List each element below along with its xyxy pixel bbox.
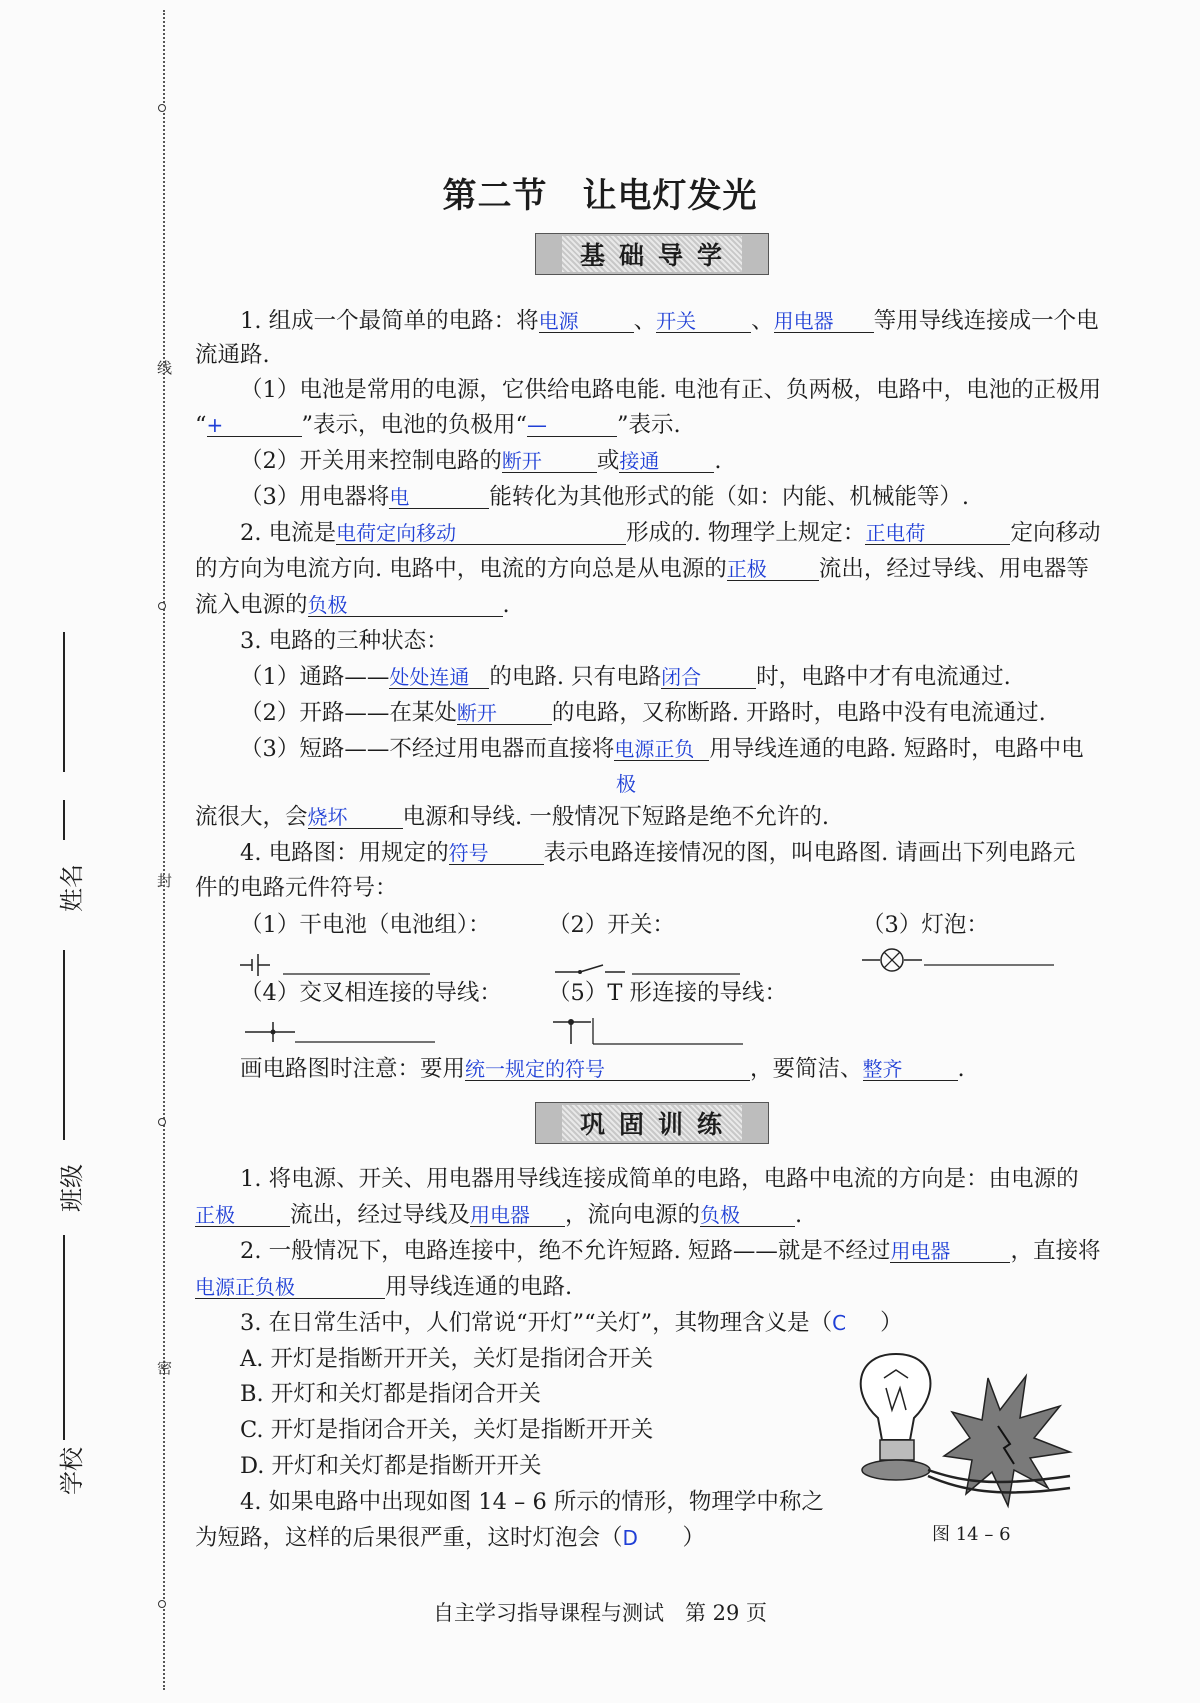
q1-p3-blank <box>389 482 489 509</box>
q1-p1-answer-minus: — <box>527 413 548 437</box>
q3-p3-blank-1 <box>614 734 709 761</box>
q2-answer-4: 负极 <box>307 593 348 617</box>
name-field-line <box>63 632 65 772</box>
page-title: 第二节 让电灯发光 <box>442 176 758 216</box>
t-wire-symbol-icon <box>553 1014 748 1046</box>
class-label: 班级 <box>58 1164 86 1212</box>
q1-answer-1: 电源 <box>538 309 579 333</box>
t2-text: 2. 一般情况下，电路连接中，绝不允许短路. 短路——就是不经过 <box>240 1238 891 1264</box>
section-header-practice <box>535 1102 769 1144</box>
q3-p3-blank-2 <box>308 802 403 829</box>
t4-text: 为短路，这样的后果很严重，这时灯泡会（ <box>195 1525 623 1551</box>
q2-line-3 <box>195 590 510 620</box>
q3-p3-answer-1: 电源正负 <box>614 737 695 761</box>
t2-line-2 <box>195 1272 572 1302</box>
q2-answer-1: 电荷定向移动 <box>336 521 457 545</box>
q3-p2-blank <box>457 698 552 725</box>
q3-p3-answer-2: 烧坏 <box>307 805 348 829</box>
name-field-line-2 <box>63 800 65 840</box>
q3-p1-blank-1 <box>389 662 489 689</box>
school-label: 学校 <box>58 1447 86 1495</box>
t1-answer-3: 负极 <box>700 1203 741 1227</box>
t4-line-1: 4. 如果电路中出现如图 14 – 6 所示的情形，物理学中称之 <box>240 1489 824 1515</box>
t3-text: 3. 在日常生活中，人们常说“开灯”“关灯”，其物理含义是（ <box>240 1310 833 1336</box>
t2-text: ，直接将 <box>1010 1238 1101 1264</box>
q2-text: . <box>502 592 510 618</box>
q2-text: 的方向为电流方向. 电路中，电流的方向总是从电源的 <box>195 556 727 582</box>
q1-p3-text: 能转化为其他形式的能（如：内能、机械能等）. <box>489 484 969 510</box>
q1-p1-text: ”表示，电池的负极用“ <box>301 412 528 438</box>
q3-p2-text: （2）开路——在某处 <box>240 700 457 726</box>
q4-answer-1: 符号 <box>448 841 489 865</box>
q1-p2-answer-2: 接通 <box>619 449 660 473</box>
t2-answer-1: 用电器 <box>890 1239 951 1263</box>
q2-blank-4 <box>308 590 503 617</box>
q4-text: 4. 电路图：用规定的 <box>240 840 449 866</box>
t3-option-d: D. 开灯和关灯都是指断开开关 <box>240 1453 542 1479</box>
binding-hole-2 <box>158 602 166 610</box>
q1-blank-3 <box>774 306 874 333</box>
q1-p1-line-2 <box>195 410 681 440</box>
t3-option-c: C. 开灯是指闭合开关，关灯是指断开开关 <box>240 1417 654 1443</box>
page-footer: 自主学习指导课程与测试 第 29 页 <box>432 1601 768 1625</box>
t2-text: 用导线连通的电路. <box>385 1274 573 1300</box>
q3-p3-answer-1-cont: 极 <box>616 772 636 796</box>
t2-line-1 <box>240 1236 1100 1266</box>
q2-text: 形成的. 物理学上规定： <box>626 520 866 546</box>
switch-symbol-icon <box>555 950 745 978</box>
q4-note-blank-2 <box>863 1054 958 1081</box>
t1-answer-2: 用电器 <box>470 1203 531 1227</box>
t3-answer: C <box>832 1311 847 1335</box>
q4-item-bulb: （3）灯泡： <box>862 912 989 938</box>
q4-note-line <box>240 1054 965 1084</box>
t4-line-2 <box>195 1523 705 1553</box>
t3-question <box>240 1308 903 1338</box>
q4-note-text: . <box>957 1056 965 1082</box>
section-label: 基础导学 <box>562 236 742 272</box>
q4-item-switch: （2）开关： <box>548 912 675 938</box>
q1-p2-answer-1: 断开 <box>501 449 542 473</box>
t3-text: ） <box>880 1310 903 1336</box>
q4-text: 表示电路连接情况的图，叫电路图. 请画出下列电路元 <box>543 840 1076 866</box>
t2-answer-2: 电源正负极 <box>195 1275 295 1299</box>
figure-caption: 图 14 – 6 <box>932 1524 1011 1545</box>
q2-blank-3 <box>727 554 819 581</box>
binding-mark-seal: 封 <box>157 872 173 890</box>
q3-p3-text: 流很大，会 <box>195 804 308 830</box>
q4-note-blank-1 <box>465 1054 750 1081</box>
t3-option-a: A. 开灯是指断开开关，关灯是指闭合开关 <box>240 1346 654 1372</box>
t4-text: ） <box>682 1525 706 1551</box>
q1-answer-2: 开关 <box>656 309 697 333</box>
t3-option-b: B. 开灯和关灯都是指闭合开关 <box>240 1381 541 1407</box>
q4-item-cross-wire: （4）交叉相连接的导线： <box>240 980 502 1006</box>
q1-p1-text: ”表示. <box>617 412 681 438</box>
q1-sep: 、 <box>751 308 774 334</box>
q3-p1-answer-2: 闭合 <box>661 665 702 689</box>
q2-blank-2 <box>865 518 1010 545</box>
q3-p1-blank-2 <box>661 662 756 689</box>
q2-blank-1 <box>336 518 626 545</box>
binding-dotted-line <box>163 10 165 1690</box>
q1-answer-3: 用电器 <box>773 309 834 333</box>
school-field-line <box>63 1235 65 1440</box>
t4-answer: D <box>622 1526 638 1550</box>
section-header-basic <box>535 233 769 275</box>
q3-p3-line <box>240 734 1084 764</box>
light-bulb-icon <box>861 1354 931 1480</box>
q1-text: 等用导线连接成一个电 <box>873 308 1099 334</box>
q1-p2-line <box>240 446 722 476</box>
battery-symbol-icon <box>240 950 440 978</box>
q3-p1-text: （1）通路—— <box>240 664 390 690</box>
t1-text: ，流向电源的 <box>565 1202 701 1228</box>
binding-hole-1 <box>158 104 166 112</box>
class-field-line <box>63 950 65 1140</box>
t1-line-1: 1. 将电源、开关、用电器用导线连接成简单的电路，电路中电流的方向是：由电源的 <box>240 1166 1079 1192</box>
bulb-symbol-icon <box>862 945 1062 977</box>
q4-note-text: 画电路图时注意：要用 <box>240 1056 466 1082</box>
q3-p1-text: 时，电路中才有电流通过. <box>756 664 1011 690</box>
q1-p1-blank-plus <box>207 410 302 437</box>
q1-p2-blank-1 <box>502 446 597 473</box>
q1-p3-line <box>240 482 969 512</box>
q1-blank-1 <box>539 306 634 333</box>
q3-p1-text: 的电路. 只有电路 <box>489 664 662 690</box>
q3-intro: 3. 电路的三种状态： <box>240 628 449 654</box>
binding-mark-dense: 密 <box>157 1359 173 1377</box>
q4-note-text: ，要简洁、 <box>750 1056 863 1082</box>
q2-answer-2: 正电荷 <box>865 521 926 545</box>
q3-p1-line <box>240 662 1011 692</box>
q1-text: 1. 组成一个最简单的电路：将 <box>240 308 539 334</box>
t1-text: 流出，经过导线及 <box>290 1202 471 1228</box>
q3-p3-text: 用导线连通的电路. 短路时，电路中电 <box>709 736 1084 762</box>
q2-line-2 <box>195 554 1089 584</box>
q1-p2-text: 或 <box>596 448 620 474</box>
q1-p2-text: （2）开关用来控制电路的 <box>240 448 502 474</box>
q1-p1-answer-plus: + <box>206 413 224 437</box>
short-circuit-figure <box>848 1348 1078 1518</box>
q3-p1-answer-1: 处处连通 <box>389 665 470 689</box>
q1-p3-answer: 电 <box>389 485 410 509</box>
q1-p1-blank-minus <box>527 410 617 437</box>
q2-text: 流出，经过导线、用电器等 <box>818 556 1089 582</box>
q1-line-1 <box>240 306 1099 336</box>
q1-blank-2 <box>656 306 751 333</box>
q4-line-1 <box>240 838 1075 868</box>
binding-hole-3 <box>158 1118 166 1126</box>
q2-text: 定向移动 <box>1010 520 1101 546</box>
q1-p1-line-1: （1）电池是常用的电源，它供给电路电能. 电池有正、负两极，电路中，电池的正极用 <box>240 377 1102 403</box>
q3-p3-text: 电源和导线. 一般情况下短路是绝不允许的. <box>402 804 829 830</box>
q2-text: 流入电源的 <box>195 592 308 618</box>
q1-p3-text: （3）用电器将 <box>240 484 390 510</box>
q3-p2-answer: 断开 <box>456 701 497 725</box>
section-label: 巩固训练 <box>562 1105 742 1141</box>
q4-item-t-wire: （5）T 形连接的导线： <box>548 980 787 1006</box>
cross-wire-symbol-icon <box>245 1018 445 1046</box>
t1-blank-3 <box>700 1200 795 1227</box>
q1-line-2: 流通路. <box>195 342 270 368</box>
t1-answer-1: 正极 <box>195 1203 235 1227</box>
t1-text: . <box>795 1202 803 1228</box>
q4-note-answer-2: 整齐 <box>862 1057 903 1081</box>
q2-answer-3: 正极 <box>726 557 767 581</box>
q1-p2-blank-2 <box>619 446 714 473</box>
q4-item-battery: （1）干电池（电池组）： <box>240 912 491 938</box>
q3-p2-text: 的电路，又称断路. 开路时，电路中没有电流通过. <box>551 700 1046 726</box>
q3-p3-text: （3）短路——不经过用电器而直接将 <box>240 736 615 762</box>
t2-blank-1 <box>890 1236 1010 1263</box>
t1-blank-1 <box>195 1200 290 1227</box>
q3-p3-line-2 <box>195 802 829 832</box>
q2-text: 2. 电流是 <box>240 520 337 546</box>
q4-blank-1 <box>449 838 544 865</box>
t2-blank-2 <box>195 1272 385 1299</box>
q1-p1-text: “ <box>195 412 207 438</box>
q1-sep: 、 <box>633 308 657 334</box>
q4-line-2: 件的电路元件符号： <box>195 875 398 901</box>
name-label: 姓名 <box>58 864 86 912</box>
q3-p2-line <box>240 698 1046 728</box>
binding-mark-line: 线 <box>157 359 173 377</box>
q2-line-1 <box>240 518 1100 548</box>
t1-line-2 <box>195 1200 802 1230</box>
t1-blank-2 <box>470 1200 565 1227</box>
q1-p2-text: . <box>714 448 722 474</box>
q4-note-answer-1: 统一规定的符号 <box>465 1057 606 1081</box>
